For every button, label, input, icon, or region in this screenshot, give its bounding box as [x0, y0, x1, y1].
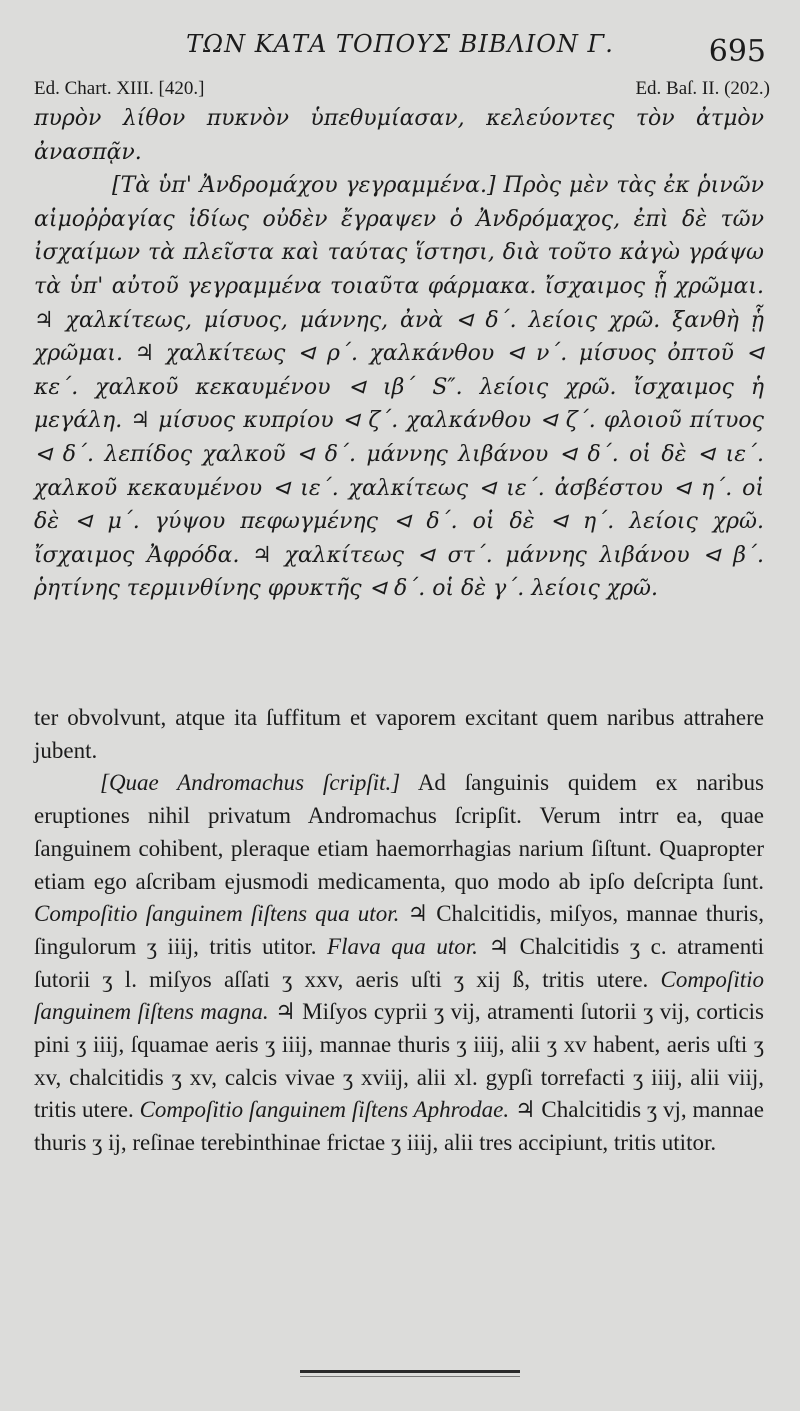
latin-paragraph: ter obvolvunt, atque ita ſuffitum et vaporem excitant quem naribus attrahere jubent. — [34, 705, 764, 763]
latin-paragraph — [34, 767, 764, 1159]
latin-text — [34, 702, 764, 1160]
edition-basel: Ed. Baſ. II. (202.) — [635, 78, 770, 99]
section-heading: [Quae Andromachus ſcripſit.] — [100, 770, 401, 796]
footer-rule — [300, 1370, 520, 1373]
greek-paragraph: [Τὰ ὑπ' Ἀνδρομάχου γεγραμμένα.] Πρὸς μὲν τὰς ἐκ ῥινῶν αἱμοῤῥαγίας ἰδίως οὐδὲν ἔγραψεν ὁ Ἀνδρόμαχος, ἐπὶ δὲ τῶν ἰσχαίμων τὰ πλεῖστα καὶ ταύτας ἵστησι, διὰ τοῦτο κἀγὼ γράψω τὰ ὑπ' αὐτοῦ γεγραμμένα τοιαῦτα φάρμακα. ἴσχαιμος ᾗ χρῶμαι. ♃ χαλκίτεως, μίσυος, μάννης, ἀνὰ ⊲ δ΄. λείοις χρῶ. ξανθὴ ᾗ χρῶμαι. ♃ χαλκίτεως ⊲ ρ΄. χαλκάνθου ⊲ ν΄. μίσυος ὀπτοῦ ⊲ κε΄. χαλκοῦ κεκαυμένου ⊲ ιβ΄ S″. λείοις χρῶ. ἴσχαιμος ἡ μεγάλη. ♃ μίσυος κυπρίου ⊲ ζ΄. χαλκάνθου ⊲ ζ΄. φλοιοῦ πίτυος ⊲ δ΄. λεπίδος χαλκοῦ ⊲ δ΄. μάννης λιβάνου ⊲ δ΄. οἱ δὲ ⊲ ιε΄. χαλκοῦ κεκαυμένου ⊲ ιε΄. χαλκίτεως ⊲ ιε΄. ἀσβέστου ⊲ η΄. οἱ δὲ ⊲ μ΄. γύψου πεφωγμένης ⊲ δ΄. οἱ δὲ ⊲ η΄. λείοις χρῶ. ἴσχαιμος Ἀφρόδα. ♃ χαλκίτεως ⊲ στ΄. μάννης λιβάνου ⊲ β΄. ῥητίνης τερμινθίνης φρυκτῆς ⊲ δ΄. οἱ δὲ γ΄. λείοις χρῶ. — [34, 173, 764, 602]
recipe-text: ♃ Chalcitidis ʒ vj, mannae thuris ʒ ij, reſinae terebinthinae frictae ʒ iiij, alii tres accipiunt, tritis utitor. — [34, 1097, 764, 1156]
recipe-text: ♃ Miſyos cyprii ʒ vij, atramenti ſutorii ʒ vij, corticis pini ʒ iiij, ſquamae aeris ʒ iiij, mannae thuris ʒ iiij, alii ʒ xv habent, aeris uſti ʒ xv, chalcitidis ʒ xv, calcis vivae ʒ xviij, alii xl. gypſi torrefacti ʒ iiij, alii viij, tritis utere. — [34, 999, 764, 1123]
recipe-title: Compoſitio ſanguinem ſiſtens magna. — [34, 966, 764, 1025]
edition-chartier: Ed. Chart. XIII. [420.] — [34, 78, 205, 99]
edition-line — [34, 78, 770, 100]
greek-text — [34, 102, 764, 606]
running-title: ΤΩΝ ΚΑΤΑ ΤΟΠΟΥΣ ΒΙΒΛΙΟΝ Γ. — [186, 30, 614, 58]
recipe-title: Compoſitio ſanguinem ſiſtens qua utor. — [34, 901, 400, 927]
recipe-title: Compoſitio ſanguinem ſiſtens Aphrodae. — [139, 1097, 510, 1123]
footer-rule-thin — [300, 1376, 520, 1377]
recipe-text: ♃ Chalcitidis ʒ c. atramenti ſutorii ʒ l. miſyos aſſati ʒ xxv, aeris uſti ʒ xij ß, tritis utere. — [34, 933, 764, 992]
latin-text-run: Ad ſanguinis quidem ex naribus eruptiones nihil privatum Andromachus ſcripſit. Verum intrr ea, quae ſanguinem cohibent, pleraque etiam haemorrhagias narium ſiſtunt. Quapropter etiam ego aſcribam ejusmodi medicamenta, quo modo ab ipſo deſcripta ſunt. — [34, 770, 764, 894]
page-number: 695 — [708, 34, 766, 69]
recipe-title: Flava qua utor. — [327, 933, 478, 959]
recipe-text: ♃ Chalcitidis, miſyos, mannae thuris, ſingulorum ʒ iiij, tritis utitor. — [34, 901, 764, 959]
greek-paragraph: πυρὸν λίθον πυκνὸν ὑπεθυμίασαν, κελεύοντες τὸν ἀτμὸν ἀνασπᾷν. — [34, 106, 764, 165]
